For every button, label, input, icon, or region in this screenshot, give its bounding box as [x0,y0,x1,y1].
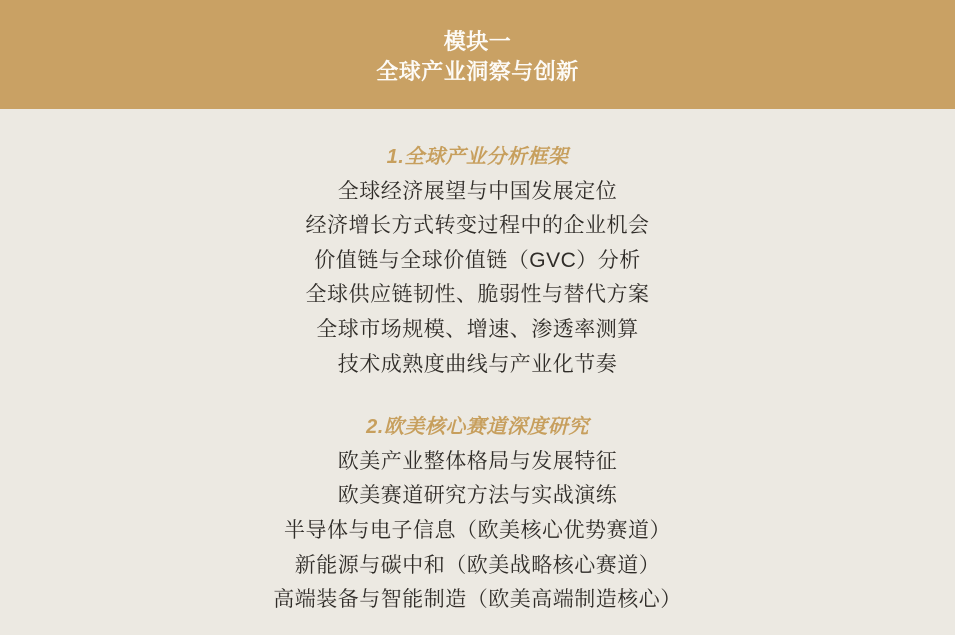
section-1-item: 全球经济展望与中国发展定位 [337,179,618,203]
module-banner [0,0,955,109]
section-2-item: 欧美产业整体格局与发展特征 [337,449,618,473]
section-2-item: 新能源与碳中和（欧美战略核心赛道） [294,553,661,577]
section-1-heading: 1.全球产业分析框架 [386,146,569,168]
module-outline [0,109,955,618]
section-1-item: 全球供应链韧性、脆弱性与替代方案 [305,283,650,307]
section-divider-gap [0,382,955,410]
section-2-heading: 2.欧美核心赛道深度研究 [366,416,589,439]
section-1-item: 技术成熟度曲线与产业化节奏 [337,352,618,376]
section-global-industry-framework [0,140,955,382]
section-2-item: 半导体与电子信息（欧美核心优势赛道） [284,518,671,542]
section-2-item: 欧美赛道研究方法与实战演练 [337,484,618,508]
banner-module-title: 全球产业洞察与创新 [376,59,579,84]
section-1-item: 全球市场规模、增速、渗透率测算 [316,317,639,341]
banner-module-number: 模块一 [443,29,512,54]
section-us-eu-core-tracks [0,410,955,618]
section-2-item: 高端装备与智能制造（欧美高端制造核心） [273,588,682,612]
section-1-item: 价值链与全球价值链（GVC）分析 [314,248,641,272]
section-1-item: 经济增长方式转变过程中的企业机会 [305,214,650,238]
